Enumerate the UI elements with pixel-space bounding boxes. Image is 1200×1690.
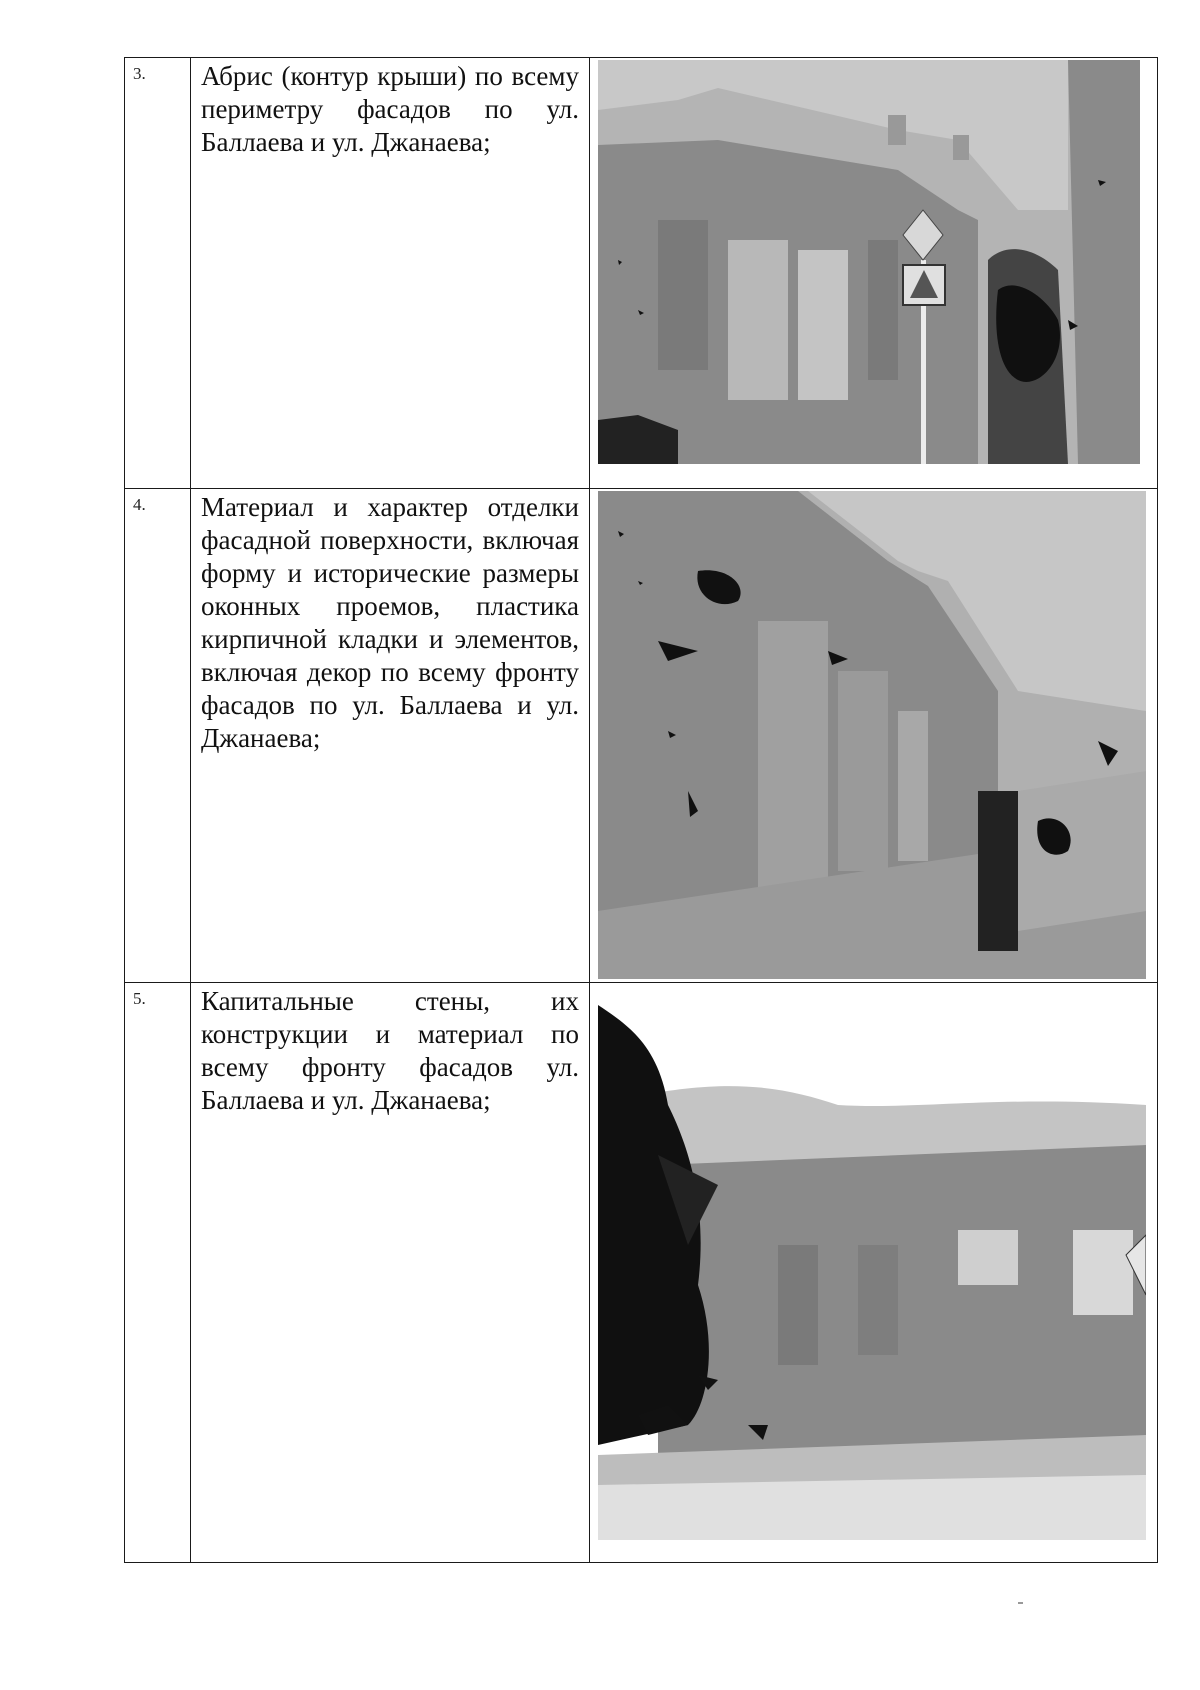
row-photo-cell <box>590 58 1158 489</box>
building-photo-roof-outline <box>598 60 1140 464</box>
row-number: 3. <box>125 58 191 489</box>
table-row <box>125 983 1158 1563</box>
heritage-elements-table <box>124 57 1158 1563</box>
row-description: Абрис (контур крыши) по всему периметру фасадов по ул. Баллаева и ул. Джанаева; <box>191 58 590 489</box>
row-description: Капитальные стены, их конструкции и материал по всему фронту фасадов ул. Баллаева и ул. Джанаева; <box>191 983 590 1563</box>
row-photo-cell <box>590 489 1158 983</box>
row-number: 4. <box>125 489 191 983</box>
building-photo-facade-detail <box>598 491 1146 979</box>
page-mark <box>1018 1602 1023 1604</box>
row-description: Материал и характер отделки фасадной поверхности, включая форму и исторические размеры оконных проемов, пластика кирпичной кладки и элементов, включая декор по всему фронту фасадов по ул. Баллаева и ул. Джанаева; <box>191 489 590 983</box>
table-row <box>125 58 1158 489</box>
row-photo-cell <box>590 983 1158 1563</box>
table-row <box>125 489 1158 983</box>
building-photo-capital-walls <box>598 985 1146 1540</box>
row-number: 5. <box>125 983 191 1563</box>
